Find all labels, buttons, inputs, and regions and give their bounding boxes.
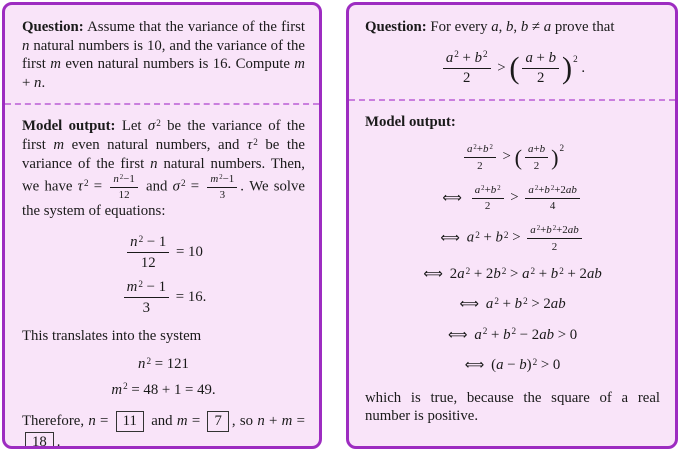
proof-step-4: ⟺ $2a^2 + 2b^2 > a^2 + b^2 + 2ab$ [423,265,602,282]
proof-step-5: ⟺ $a^2 + b^2 > 2ab$ [459,296,566,313]
left-question-text: Question: Assume that the variance of the first n natural numbers is 10, and the variance of the first m even natural numbers is 16. Compute m + n. [22,19,305,91]
left-equation-variance-n: $\frac{n^2 - 1}{12}$ = 10 [22,234,305,271]
right-model-output-label: Model output: [365,113,456,130]
left-equation-m-squared: $m^2 = 48 + 1 = 49$. [111,381,216,398]
left-conclusion-text: Therefore, n = 11 and m = 7 , so n + m = 18 . [22,411,305,449]
left-example-card [2,2,322,449]
proof-step-2: ⟺ $\frac{a^2+b^2}{2}$ > $\frac{a^2+b^2+2ab}{4}$ [365,184,660,213]
left-question-output-divider [5,103,319,105]
left-equation-variance-m: $\frac{m^2 - 1}{3}$ = 16. [22,279,305,316]
right-example-card [346,2,678,449]
left-system-text: This translates into the system [22,327,202,344]
proof-step-7: ⟺ $(a - b)^2 > 0$ [464,356,561,374]
left-model-output-text: Model output: Let $\sigma^2$ be the variance of the first m even natural numbers, and $\tau^2$ be the variance of the first n natural numbers. Then, we have $\tau^2$ = $\frac{n^2-1}{12}$ and $\sigma^2$ = $\frac{m^2-1}{3}$ . We solve the system of equations: [22,117,305,219]
proof-step-1: $\frac{a^2+b^2}{2}$ > ( $\frac{a+b}{2}$ )$^2$ [365,143,660,172]
proof-step-6: ⟺ $a^2 + b^2 - 2ab > 0$ [447,326,578,343]
left-equation-n-squared: $n^2 = 121$ [138,355,189,373]
right-conclusion-text: which is true, because the square of a real number is positive. [365,389,660,425]
right-question-output-divider [349,99,675,101]
right-question-text: Question: For every a, b, b ≠ a prove that [365,19,615,35]
right-question-equation: $\frac{a^2 + b^2}{2}$ > ( $\frac{a + b}{2}$ )$^2$ . [365,50,660,87]
proof-step-3: ⟺ $a^2 + b^2$ > $\frac{a^2+b^2+2ab}{2}$ [365,224,660,253]
